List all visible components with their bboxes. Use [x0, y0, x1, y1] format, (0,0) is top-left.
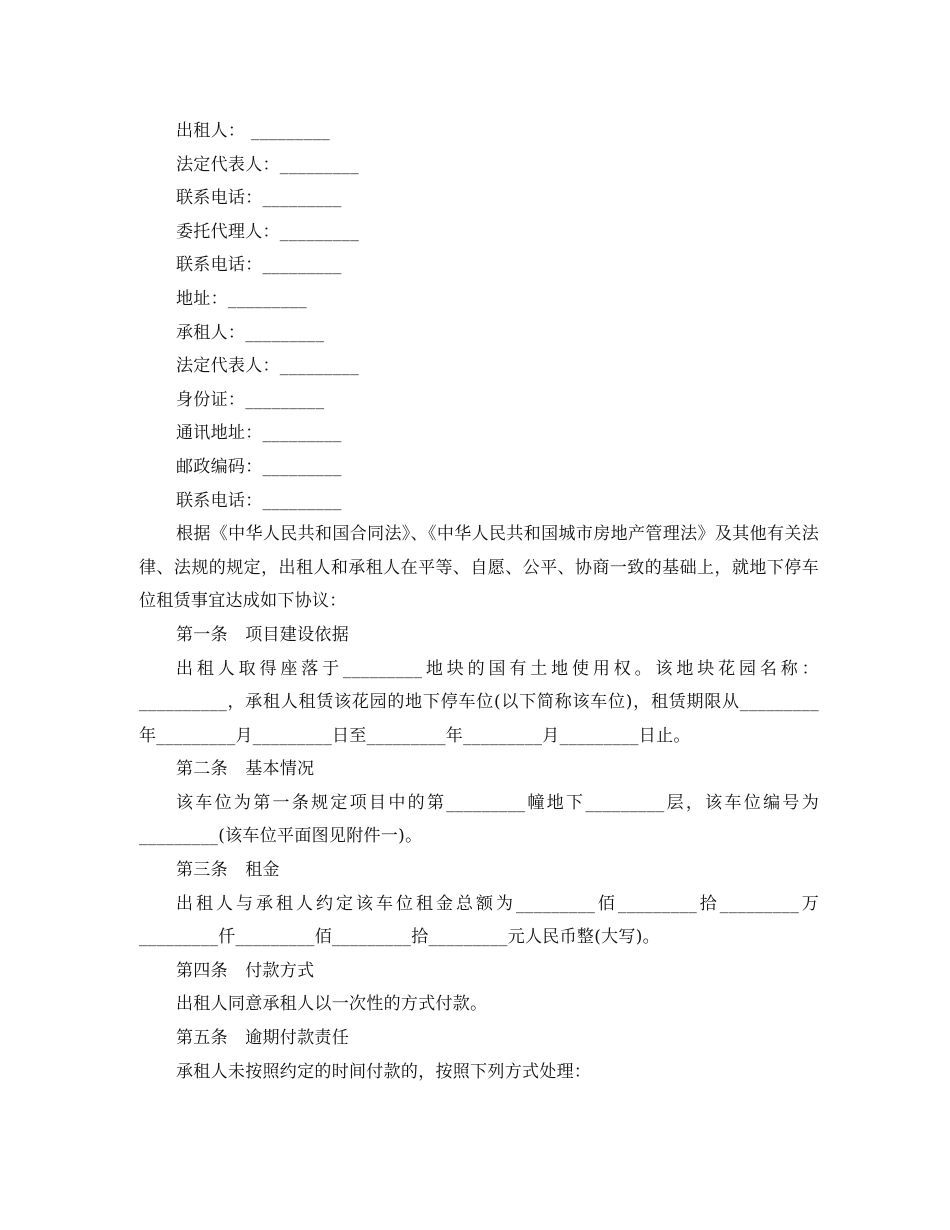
article-3-body: 出租人与承租人约定该车位租金总额为_________佰_________拾_________万_________仟_________佰_________拾_________元人民币整(大写)。 — [139, 893, 819, 948]
article-1-body: 出租人取得座落于_________地块的国有土地使用权。该地块花园名称：__________，承租人租赁该花园的地下停车位(以下简称该车位)，租赁期限从_________年_________月_________日至_________年_________月_________日止。 — [139, 658, 819, 746]
address-field: 地址：_________ — [176, 288, 308, 309]
agent-phone-field: 联系电话：_________ — [176, 255, 342, 276]
lessor-legal-rep-field: 法定代表人：_________ — [176, 154, 359, 175]
postal-code-field: 邮政编码：_________ — [176, 456, 342, 477]
article-5-heading: 第五条 逾期付款责任 — [176, 1028, 349, 1049]
lessee-field: 承租人：_________ — [176, 322, 325, 343]
lessor-phone-field: 联系电话：_________ — [176, 188, 342, 209]
contract-body — [139, 115, 819, 1089]
article-2-heading: 第二条 基本情况 — [176, 759, 315, 780]
mailing-address-field: 通讯地址：_________ — [176, 423, 342, 444]
preamble-paragraph: 根据《中华人民共和国合同法》、《中华人民共和国城市房地产管理法》及其他有关法律、法规的规定，出租人和承租人在平等、自愿、公平、协商一致的基础上，就地下停车位租赁事宜达成如下协议： — [139, 524, 819, 612]
article-3-heading: 第三条 租金 — [176, 860, 280, 881]
lessee-legal-rep-field: 法定代表人：_________ — [176, 356, 359, 377]
article-4-heading: 第四条 付款方式 — [176, 960, 315, 981]
article-4-body: 出租人同意承租人以一次性的方式付款。 — [176, 994, 488, 1015]
authorized-agent-field: 委托代理人：_________ — [176, 221, 359, 242]
id-card-field: 身份证：_________ — [176, 389, 325, 410]
article-5-body: 承租人未按照约定的时间付款的，按照下列方式处理： — [176, 1061, 592, 1082]
lessor-field: 出租人： _________ — [176, 121, 331, 141]
article-2-body: 该车位为第一条规定项目中的第_________幢地下_________层，该车位编号为_________(该车位平面图见附件一)。 — [139, 792, 819, 847]
lessee-phone-field: 联系电话：_________ — [176, 490, 342, 511]
article-1-heading: 第一条 项目建设依据 — [176, 624, 349, 645]
